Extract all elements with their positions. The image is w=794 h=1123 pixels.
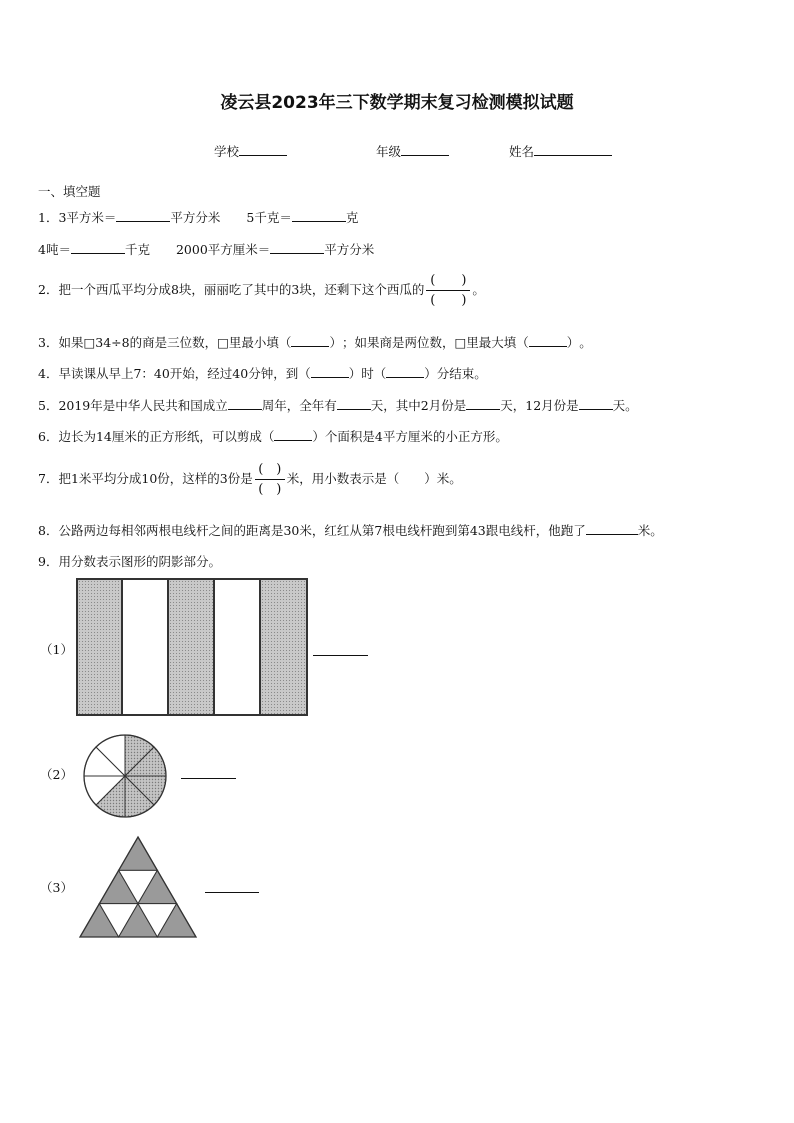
q3-blank-1[interactable]: （ ） (278, 335, 342, 350)
fraction-denominator: ( ) (430, 293, 467, 308)
question-3 (38, 333, 592, 351)
q3-text-b: ；如果商是两位数，□里最大填 (341, 335, 517, 350)
q9-text: 用分数表示图形的阴影部分。 (58, 554, 221, 569)
q1-text-e: 4吨＝ (38, 242, 71, 257)
question-number: 1． (38, 210, 59, 225)
q8-text-a: 公路两边每相邻两根电线杆之间的距离是30米，红红从第7根电线杆跑到第43跟电线杆，他跑了 (58, 523, 586, 538)
question-8 (38, 521, 663, 539)
q5-blank-3[interactable] (466, 396, 500, 410)
school-blank[interactable] (239, 142, 287, 156)
q1-blank-4[interactable] (270, 240, 324, 254)
q5-blank-4[interactable] (579, 396, 613, 410)
question-5 (38, 396, 638, 414)
question-number: 9． (38, 554, 59, 569)
section-heading: 一、填空题 (38, 184, 101, 199)
q8-text-b: 米。 (637, 523, 663, 538)
question-4 (38, 364, 487, 382)
q5-blank-2[interactable] (337, 396, 371, 410)
q1-blank-2[interactable] (292, 208, 346, 222)
circle-figure (82, 733, 168, 819)
q4-text-c: 分结束。 (436, 366, 487, 381)
part-3-answer-line[interactable] (205, 892, 259, 893)
school-label: 学校 (214, 144, 240, 159)
q6-text-a: 边长为14厘米的正方形纸，可以剪成 (58, 429, 262, 444)
q7-text-a: 把1米平均分成10份，这样的3份是 (58, 471, 253, 486)
page-title: 凌云县2023年三下数学期末复习检测模拟试题 (220, 93, 574, 113)
rectangle-strip-empty (215, 580, 261, 714)
rectangle-figure (76, 578, 308, 716)
fraction-denominator: ( ) (258, 482, 282, 497)
school-field (214, 142, 287, 160)
q2-end: 。 (472, 282, 485, 297)
question-number: 4． (38, 366, 59, 381)
name-label: 姓名 (509, 144, 535, 159)
q5-text-b: 周年，全年有 (261, 398, 337, 413)
q1-text-d: 克 (345, 210, 359, 225)
q4-text-b: 时 (361, 366, 374, 381)
q1-text-a: 3平方米＝ (58, 210, 117, 225)
part-1-answer-line[interactable] (313, 655, 368, 656)
q1-text-g: 2000平方厘米＝ (175, 242, 271, 257)
q4-blank-2[interactable]: （ ） (373, 366, 437, 381)
q5-text-e: 天。 (612, 398, 638, 413)
q1-blank-3[interactable] (71, 240, 125, 254)
q5-blank-1[interactable] (228, 396, 262, 410)
name-blank[interactable] (534, 142, 612, 156)
q5-text-a: 2019年是中华人民共和国成立 (58, 398, 228, 413)
part-2-label: （2） (40, 767, 73, 782)
question-number: 8． (38, 523, 59, 538)
q5-text-d: 天，12月份是 (500, 398, 579, 413)
question-9 (38, 552, 221, 570)
q1-blank-1[interactable] (116, 208, 170, 222)
q2-fraction[interactable] (426, 272, 470, 309)
rectangle-strip-empty (123, 580, 169, 714)
grade-field (376, 142, 449, 160)
triangle-part-shaded (119, 837, 158, 870)
grade-label: 年级 (376, 144, 402, 159)
rectangle-strip-shaded (261, 580, 306, 714)
q1-text-b: 平方分米 (170, 210, 221, 225)
q5-text-c: 天，其中2月份是 (370, 398, 467, 413)
q1-text-h: 平方分米 (324, 242, 375, 257)
q3-text-c: 。 (579, 335, 592, 350)
q3-blank-2[interactable]: （ ） (516, 335, 580, 350)
q1-text-f: 千克 (124, 242, 150, 257)
fraction-numerator: ( ) (258, 462, 282, 477)
q2-text: 把一个西瓜平均分成8块，丽丽吃了其中的3块，还剩下这个西瓜的 (58, 282, 425, 297)
question-1-line-2 (38, 240, 374, 258)
q6-text-b: 个面积是4平方厘米的小正方形。 (324, 429, 508, 444)
q4-text-a: 早读课从早上7：40开始，经过40分钟，到 (58, 366, 299, 381)
part-1-label: （1） (40, 642, 73, 657)
question-number: 6． (38, 429, 59, 444)
rectangle-strip-shaded (169, 580, 215, 714)
q4-blank-1[interactable]: （ ） (298, 366, 362, 381)
q8-blank-1[interactable] (586, 521, 638, 535)
question-7 (38, 461, 462, 498)
question-number: 5． (38, 398, 59, 413)
part-2-answer-line[interactable] (181, 778, 236, 779)
triangle-figure (78, 835, 198, 939)
question-1-line-1 (38, 208, 358, 226)
q6-blank-1[interactable]: （ ） (261, 429, 325, 444)
q1-text-c: 5千克＝ (246, 210, 292, 225)
q7-text-b: 米，用小数表示是（ ）米。 (286, 471, 462, 486)
q3-text-a: 如果□34÷8的商是三位数，□里最小填 (58, 335, 279, 350)
q7-fraction[interactable] (255, 461, 285, 498)
question-number: 3． (38, 335, 59, 350)
question-6 (38, 427, 508, 445)
question-number: 2． (38, 282, 59, 297)
grade-blank[interactable] (401, 142, 449, 156)
question-2 (38, 272, 485, 309)
name-field (509, 142, 612, 160)
part-3-label: （3） (40, 880, 73, 895)
fraction-numerator: ( ) (430, 273, 467, 288)
rectangle-strip-shaded (78, 580, 123, 714)
question-number: 7． (38, 471, 59, 486)
